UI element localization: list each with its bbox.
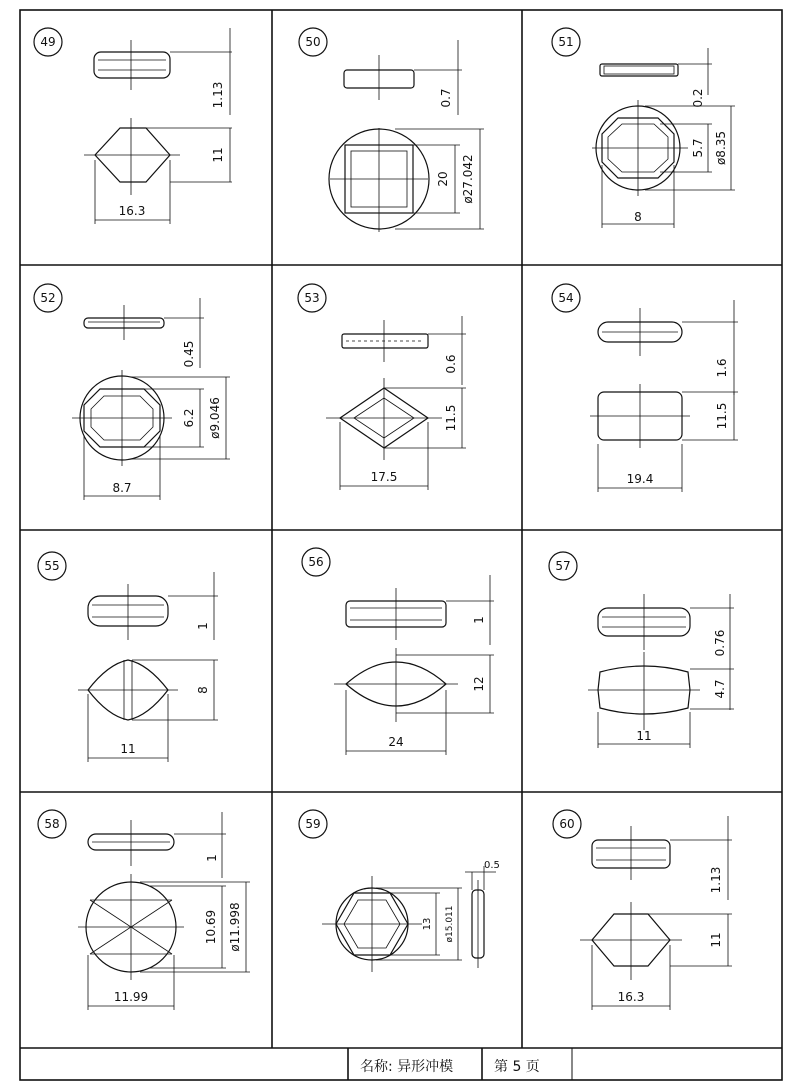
cell-59-number: 59 (305, 817, 321, 831)
cell-55-dim-2: 8 (196, 686, 210, 694)
cell-52-dim-2: 6.2 (182, 408, 196, 428)
cell-50-dim-3: ø27.042 (461, 154, 475, 204)
cell-56-dim-2: 12 (472, 676, 486, 692)
cell-56-dim-1: 1 (472, 616, 486, 624)
cell-53-number: 53 (304, 291, 320, 305)
cell-53-dim-1: 0.6 (444, 354, 458, 374)
cell-52-dim-4: 8.7 (112, 481, 132, 495)
cell-56 (302, 548, 494, 755)
cell-58-dim-2: 10.69 (204, 909, 218, 945)
cell-58-dim-1: 1 (205, 854, 219, 862)
cell-57-number: 57 (555, 559, 571, 573)
cell-52 (34, 284, 230, 500)
cell-53-dim-2: 11.5 (444, 404, 458, 432)
cell-53-dim-3: 17.5 (370, 470, 398, 484)
cell-59 (299, 810, 496, 972)
cell-58-dim-4: 11.99 (113, 990, 149, 1004)
cell-60-dim-1: 1.13 (709, 866, 723, 894)
cell-58-dim-3: ø11.998 (228, 902, 242, 952)
cell-54-dim-1: 1.6 (715, 358, 729, 378)
cell-55-dim-3: 11 (120, 742, 136, 756)
cell-51-dim-4: 8 (634, 210, 642, 224)
sheet-frame (20, 10, 782, 1080)
cell-52-dim-1: 0.45 (182, 340, 196, 368)
cell-54 (552, 284, 738, 492)
title-block-page: 第 5 页 (494, 1059, 540, 1075)
cell-58 (38, 810, 250, 1010)
cell-59-dim-3: ø15.011 (445, 905, 455, 943)
cell-50-number: 50 (305, 35, 321, 49)
cell-58-number: 58 (44, 817, 60, 831)
cell-60-dim-2: 11 (709, 932, 723, 948)
cell-56-dim-3: 24 (388, 735, 404, 749)
cell-51-dim-1: 0.2 (691, 88, 705, 108)
cell-60-number: 60 (559, 817, 575, 831)
cell-60-dim-3: 16.3 (617, 990, 645, 1004)
cell-55-number: 55 (44, 559, 60, 573)
cell-51-number: 51 (558, 35, 574, 49)
cell-51-dim-2: 5.7 (691, 138, 705, 158)
cell-49 (34, 28, 232, 224)
cell-60 (553, 810, 732, 1010)
cell-52-dim-3: ø9.046 (208, 397, 222, 439)
cell-51-dim-3: ø8.35 (714, 130, 728, 166)
title-block-name: 名称: 异形冲模 (360, 1059, 454, 1075)
cell-55-dim-1: 1 (196, 622, 210, 630)
cell-53 (298, 284, 466, 490)
cell-52-number: 52 (40, 291, 56, 305)
cell-57-dim-2: 4.7 (713, 679, 727, 699)
cell-59-dim-1: 0.5 (484, 860, 500, 871)
cell-59-dim-2: 13 (422, 917, 433, 931)
cell-54-number: 54 (558, 291, 574, 305)
cell-50 (299, 28, 484, 232)
cell-49-number: 49 (40, 35, 56, 49)
cell-49-dim-3: 16.3 (118, 204, 146, 218)
cell-54-dim-3: 19.4 (626, 472, 654, 486)
cell-50-dim-1: 0.7 (439, 88, 453, 108)
cell-49-dim-1: 1.13 (211, 81, 225, 109)
cell-50-dim-2: 20 (436, 171, 450, 187)
cell-49-dim-2: 11 (211, 147, 225, 163)
cell-57 (549, 552, 734, 748)
cell-57-dim-1: 0.76 (713, 629, 727, 657)
cell-54-dim-2: 11.5 (715, 402, 729, 430)
cell-57-dim-3: 11 (636, 729, 652, 743)
cell-56-number: 56 (308, 555, 324, 569)
cell-55 (38, 552, 218, 762)
cell-51 (552, 28, 735, 228)
